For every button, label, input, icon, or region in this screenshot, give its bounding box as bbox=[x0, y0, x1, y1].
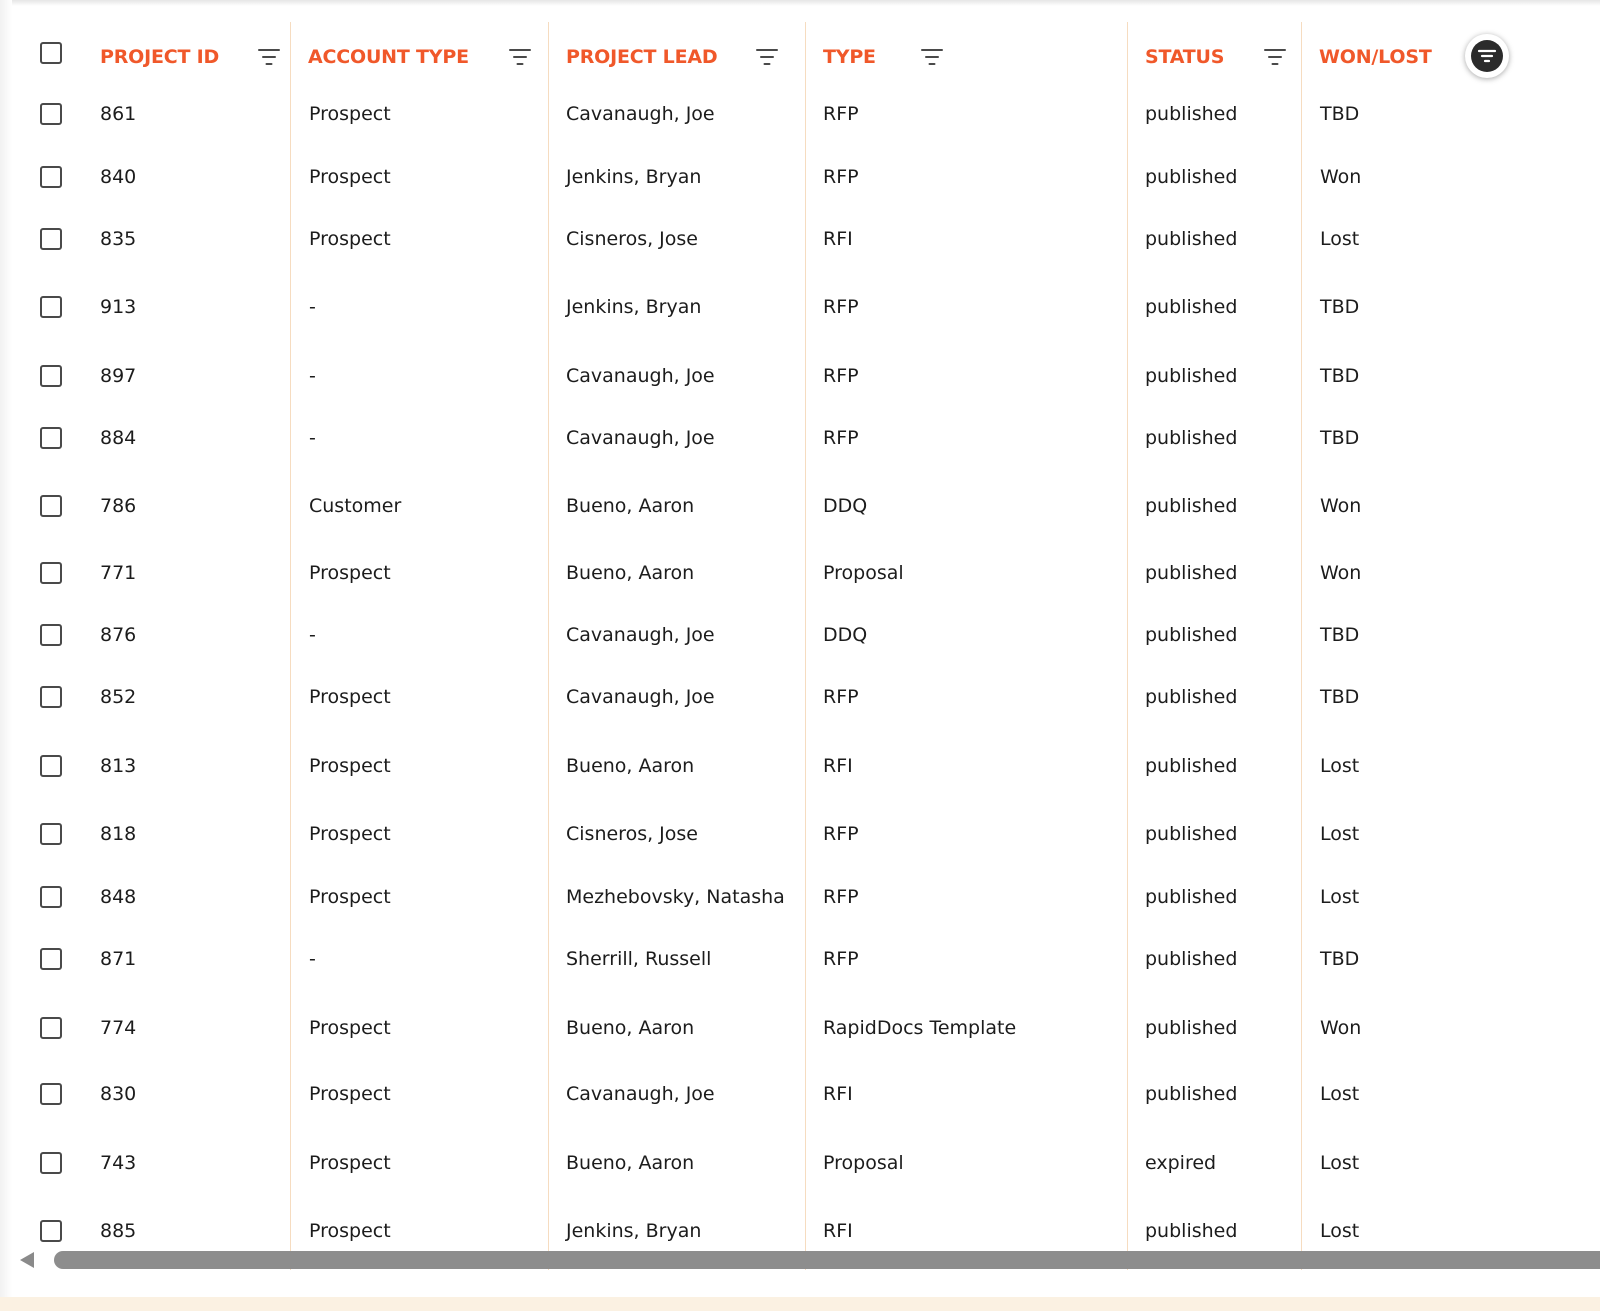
filter-icon bbox=[1264, 46, 1286, 68]
cell-type: RFI bbox=[823, 1220, 853, 1242]
bottom-strip bbox=[0, 1297, 1600, 1311]
cell-project-id: 848 bbox=[100, 886, 137, 908]
filter-won-lost-button[interactable] bbox=[1465, 34, 1509, 78]
cell-type: RFP bbox=[823, 166, 859, 188]
cell-account-type: Prospect bbox=[309, 755, 391, 777]
cell-project-id: 852 bbox=[100, 686, 137, 708]
cell-project-lead: Bueno, Aaron bbox=[566, 755, 695, 777]
cell-status: published bbox=[1145, 948, 1238, 970]
cell-won-lost: Lost bbox=[1320, 755, 1360, 777]
cell-type: RFP bbox=[823, 948, 859, 970]
table-row[interactable] bbox=[14, 487, 1600, 527]
cell-won-lost: TBD bbox=[1320, 103, 1360, 125]
cell-project-lead: Bueno, Aaron bbox=[566, 1152, 695, 1174]
select-all-checkbox[interactable] bbox=[40, 42, 62, 64]
cell-project-lead: Cisneros, Jose bbox=[566, 228, 698, 250]
cell-won-lost: TBD bbox=[1320, 948, 1360, 970]
row-checkbox[interactable] bbox=[40, 823, 62, 845]
cell-account-type: - bbox=[309, 296, 316, 318]
row-checkbox[interactable] bbox=[40, 886, 62, 908]
header-account-type[interactable]: ACCOUNT TYPE bbox=[308, 46, 469, 68]
row-checkbox[interactable] bbox=[40, 948, 62, 970]
row-checkbox[interactable] bbox=[40, 166, 62, 188]
cell-project-id: 786 bbox=[100, 495, 137, 517]
cell-status: published bbox=[1145, 427, 1238, 449]
cell-account-type: Prospect bbox=[309, 686, 391, 708]
cell-account-type: Prospect bbox=[309, 1083, 391, 1105]
table-row[interactable] bbox=[14, 940, 1600, 980]
table-row[interactable] bbox=[14, 95, 1600, 135]
table-row[interactable] bbox=[14, 357, 1600, 397]
row-checkbox[interactable] bbox=[40, 296, 62, 318]
cell-type: RFP bbox=[823, 886, 859, 908]
header-status[interactable]: STATUS bbox=[1145, 46, 1225, 68]
cell-won-lost: Lost bbox=[1320, 1083, 1360, 1105]
cell-project-lead: Sherrill, Russell bbox=[566, 948, 712, 970]
cell-status: published bbox=[1145, 562, 1238, 584]
filter-icon bbox=[921, 46, 943, 68]
cell-status: published bbox=[1145, 1220, 1238, 1242]
cell-status: published bbox=[1145, 166, 1238, 188]
cell-status: published bbox=[1145, 1017, 1238, 1039]
table-row[interactable] bbox=[14, 554, 1600, 594]
cell-won-lost: Won bbox=[1320, 1017, 1362, 1039]
cell-project-id: 835 bbox=[100, 228, 137, 250]
table-row[interactable] bbox=[14, 220, 1600, 260]
cell-type: RFI bbox=[823, 228, 853, 250]
cell-project-lead: Cisneros, Jose bbox=[566, 823, 698, 845]
row-checkbox[interactable] bbox=[40, 1220, 62, 1242]
cell-account-type: Prospect bbox=[309, 1152, 391, 1174]
table-row[interactable] bbox=[14, 158, 1600, 198]
cell-type: RFP bbox=[823, 686, 859, 708]
cell-account-type: - bbox=[309, 365, 316, 387]
horizontal-scrollbar[interactable] bbox=[14, 1248, 1600, 1272]
table-row[interactable] bbox=[14, 616, 1600, 656]
cell-status: expired bbox=[1145, 1152, 1217, 1174]
filter-icon bbox=[1471, 40, 1503, 72]
cell-project-lead: Mezhebovsky, Natasha bbox=[566, 886, 785, 908]
cell-account-type: Prospect bbox=[309, 1017, 391, 1039]
table-row[interactable] bbox=[14, 1009, 1600, 1049]
cell-type: RFP bbox=[823, 296, 859, 318]
cell-project-id: 813 bbox=[100, 755, 137, 777]
cell-status: published bbox=[1145, 886, 1238, 908]
cell-status: published bbox=[1145, 755, 1238, 777]
cell-type: Proposal bbox=[823, 562, 904, 584]
row-checkbox[interactable] bbox=[40, 228, 62, 250]
filter-icon bbox=[756, 46, 778, 68]
filter-project-lead-button[interactable] bbox=[752, 42, 782, 72]
cell-status: published bbox=[1145, 624, 1238, 646]
cell-type: Proposal bbox=[823, 1152, 904, 1174]
cell-project-lead: Bueno, Aaron bbox=[566, 562, 695, 584]
cell-type: RFI bbox=[823, 755, 853, 777]
cell-status: published bbox=[1145, 365, 1238, 387]
cell-account-type: Prospect bbox=[309, 1220, 391, 1242]
cell-project-id: 876 bbox=[100, 624, 137, 646]
row-checkbox[interactable] bbox=[40, 1017, 62, 1039]
cell-project-id: 743 bbox=[100, 1152, 137, 1174]
cell-project-id: 913 bbox=[100, 296, 137, 318]
cell-won-lost: Lost bbox=[1320, 228, 1360, 250]
row-checkbox[interactable] bbox=[40, 755, 62, 777]
cell-project-id: 818 bbox=[100, 823, 137, 845]
cell-type: DDQ bbox=[823, 624, 868, 646]
cell-project-id: 897 bbox=[100, 365, 137, 387]
row-checkbox[interactable] bbox=[40, 562, 62, 584]
cell-project-id: 885 bbox=[100, 1220, 137, 1242]
table-row[interactable] bbox=[14, 1144, 1600, 1184]
cell-project-id: 884 bbox=[100, 427, 137, 449]
cell-project-lead: Jenkins, Bryan bbox=[566, 296, 702, 318]
cell-account-type: Prospect bbox=[309, 166, 391, 188]
cell-won-lost: Won bbox=[1320, 166, 1362, 188]
cell-won-lost: TBD bbox=[1320, 624, 1360, 646]
row-checkbox[interactable] bbox=[40, 686, 62, 708]
row-checkbox[interactable] bbox=[40, 427, 62, 449]
cell-project-id: 774 bbox=[100, 1017, 137, 1039]
table-row[interactable] bbox=[14, 1212, 1600, 1252]
cell-account-type: Prospect bbox=[309, 886, 391, 908]
cell-status: published bbox=[1145, 103, 1238, 125]
cell-type: RFP bbox=[823, 427, 859, 449]
cell-project-lead: Bueno, Aaron bbox=[566, 495, 695, 517]
scroll-left-arrow-icon[interactable] bbox=[20, 1252, 34, 1268]
cell-won-lost: TBD bbox=[1320, 365, 1360, 387]
cell-account-type: Customer bbox=[309, 495, 402, 517]
row-checkbox[interactable] bbox=[40, 1083, 62, 1105]
row-checkbox[interactable] bbox=[40, 495, 62, 517]
filter-status-button[interactable] bbox=[1260, 42, 1290, 72]
cell-project-lead: Cavanaugh, Joe bbox=[566, 1083, 715, 1105]
cell-project-id: 861 bbox=[100, 103, 137, 125]
cell-won-lost: Won bbox=[1320, 562, 1362, 584]
cell-won-lost: Lost bbox=[1320, 1152, 1360, 1174]
cell-status: published bbox=[1145, 495, 1238, 517]
cell-project-lead: Cavanaugh, Joe bbox=[566, 686, 715, 708]
cell-won-lost: Lost bbox=[1320, 823, 1360, 845]
cell-status: published bbox=[1145, 228, 1238, 250]
table-row[interactable] bbox=[14, 1075, 1600, 1115]
row-checkbox[interactable] bbox=[40, 103, 62, 125]
cell-type: RFP bbox=[823, 365, 859, 387]
cell-project-id: 771 bbox=[100, 562, 137, 584]
cell-status: published bbox=[1145, 823, 1238, 845]
cell-project-lead: Cavanaugh, Joe bbox=[566, 103, 715, 125]
filter-icon bbox=[258, 46, 280, 68]
cell-account-type: - bbox=[309, 427, 316, 449]
cell-project-lead: Jenkins, Bryan bbox=[566, 1220, 702, 1242]
cell-won-lost: Won bbox=[1320, 495, 1362, 517]
row-checkbox[interactable] bbox=[40, 1152, 62, 1174]
projects-table bbox=[14, 22, 1600, 1270]
table-row[interactable] bbox=[14, 678, 1600, 718]
header-project-id[interactable]: PROJECT ID bbox=[100, 46, 220, 68]
cell-project-lead: Bueno, Aaron bbox=[566, 1017, 695, 1039]
left-edge bbox=[0, 0, 12, 1311]
cell-status: published bbox=[1145, 296, 1238, 318]
cell-project-lead: Cavanaugh, Joe bbox=[566, 365, 715, 387]
cell-status: published bbox=[1145, 686, 1238, 708]
cell-account-type: - bbox=[309, 624, 316, 646]
cell-won-lost: Lost bbox=[1320, 1220, 1360, 1242]
filter-icon bbox=[509, 46, 531, 68]
filter-type-button[interactable] bbox=[917, 42, 947, 72]
cell-type: DDQ bbox=[823, 495, 868, 517]
cell-account-type: Prospect bbox=[309, 823, 391, 845]
cell-status: published bbox=[1145, 1083, 1238, 1105]
cell-account-type: Prospect bbox=[309, 228, 391, 250]
top-shadow bbox=[0, 0, 1600, 6]
cell-project-lead: Cavanaugh, Joe bbox=[566, 624, 715, 646]
cell-project-id: 840 bbox=[100, 166, 137, 188]
cell-type: RapidDocs Template bbox=[823, 1017, 1017, 1039]
cell-project-lead: Cavanaugh, Joe bbox=[566, 427, 715, 449]
cell-account-type: Prospect bbox=[309, 562, 391, 584]
cell-type: RFP bbox=[823, 823, 859, 845]
cell-won-lost: Lost bbox=[1320, 886, 1360, 908]
cell-won-lost: TBD bbox=[1320, 427, 1360, 449]
table-row[interactable] bbox=[14, 747, 1600, 787]
cell-account-type: - bbox=[309, 948, 316, 970]
cell-type: RFI bbox=[823, 1083, 853, 1105]
cell-won-lost: TBD bbox=[1320, 296, 1360, 318]
table-row[interactable] bbox=[14, 815, 1600, 855]
header-type[interactable]: TYPE bbox=[823, 46, 876, 68]
table-header bbox=[14, 22, 1600, 88]
header-project-lead[interactable]: PROJECT LEAD bbox=[566, 46, 718, 68]
header-won-lost[interactable]: WON/LOST bbox=[1319, 46, 1432, 68]
table-row[interactable] bbox=[14, 419, 1600, 459]
scroll-thumb[interactable] bbox=[54, 1251, 1600, 1269]
row-checkbox[interactable] bbox=[40, 365, 62, 387]
cell-project-lead: Jenkins, Bryan bbox=[566, 166, 702, 188]
cell-type: RFP bbox=[823, 103, 859, 125]
cell-project-id: 830 bbox=[100, 1083, 137, 1105]
table-row[interactable] bbox=[14, 288, 1600, 328]
table-row[interactable] bbox=[14, 878, 1600, 918]
filter-account-type-button[interactable] bbox=[505, 42, 535, 72]
cell-project-id: 871 bbox=[100, 948, 137, 970]
cell-won-lost: TBD bbox=[1320, 686, 1360, 708]
filter-project-id-button[interactable] bbox=[254, 42, 284, 72]
cell-account-type: Prospect bbox=[309, 103, 391, 125]
row-checkbox[interactable] bbox=[40, 624, 62, 646]
